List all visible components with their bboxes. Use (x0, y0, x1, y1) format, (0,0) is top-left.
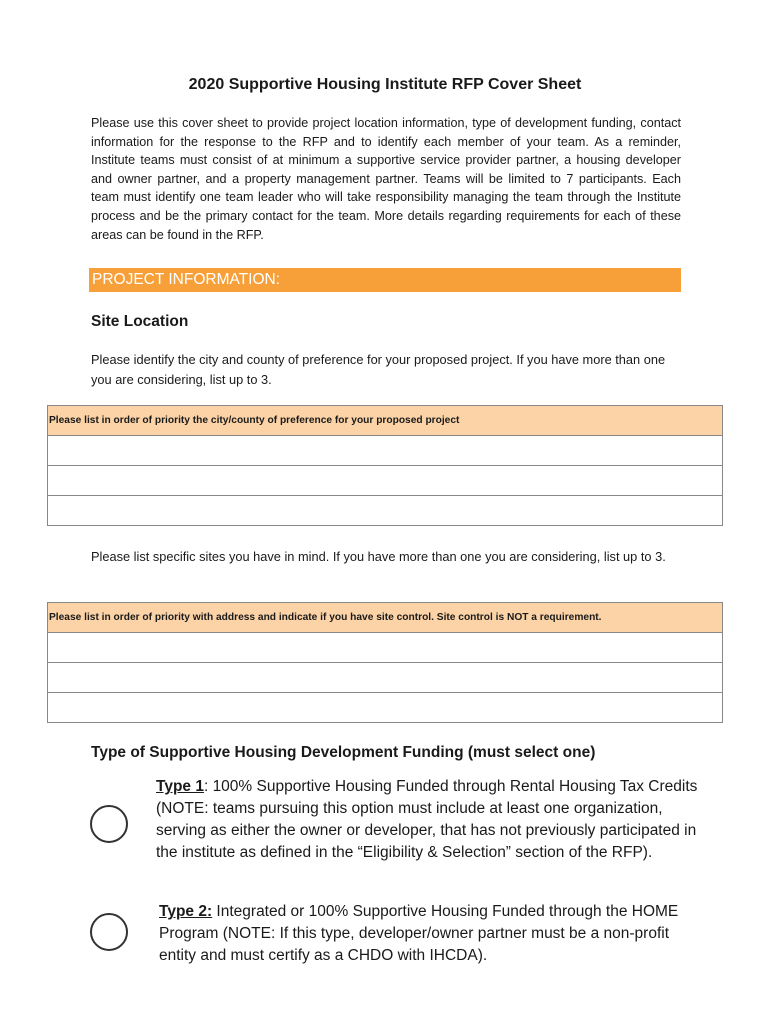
type-1-description: : 100% Supportive Housing Funded through Rental Housing Tax Credits (NOTE: teams pursuing this option must include at least one organization, serving as either the owner or developer, that has not previously participated in the institute as defined in the “Eligibility & Selection” section of the RFP). (156, 778, 698, 861)
city-county-entry-3[interactable] (48, 496, 723, 526)
specific-sites-table (47, 602, 723, 723)
city-county-entry-2[interactable] (48, 466, 723, 496)
type-2-description: Integrated or 100% Supportive Housing Funded through the HOME Program (NOTE: If this type, developer/owner partner must be a non-profit entity and must certify as a CHDO with IHCDA). (159, 903, 679, 964)
city-county-table-header: Please list in order of priority the city/county of preference for your proposed project (48, 406, 723, 436)
specific-site-entry-2[interactable] (48, 663, 723, 693)
specific-site-entry-3[interactable] (48, 693, 723, 723)
type-1-label: Type 1 (156, 778, 204, 795)
intro-paragraph: Please use this cover sheet to provide project location information, type of development funding, contact information for the response to the RFP and to identify each member of your team. As a reminder, Institute teams must consist of at minimum a supportive service provider partner, a housing developer and owner partner, and a property management partner. Teams will be limited to 7 participants. Each team must identify one team leader who will take responsibility managing the team through the Institute process and be the primary contact for the team. More details regarding requirements for each of these areas can be found in the RFP. (91, 116, 681, 242)
type-2-radio[interactable] (90, 913, 128, 951)
type-1-radio[interactable] (90, 805, 128, 843)
type-1-option (156, 776, 712, 864)
specific-site-entry-1[interactable] (48, 633, 723, 663)
site-location-heading: Site Location (91, 313, 189, 330)
type-2-label: Type 2: (159, 903, 213, 920)
type-2-option (159, 901, 699, 967)
site-location-instructions: Please identify the city and county of preference for your proposed project. If you have more than one you are considering, list up to 3. (91, 352, 666, 387)
city-county-table (47, 405, 723, 526)
section-header-project-information: PROJECT INFORMATION: (89, 268, 681, 292)
funding-type-heading: Type of Supportive Housing Development Funding (must select one) (91, 744, 596, 761)
specific-sites-table-header: Please list in order of priority with address and indicate if you have site control. Site control is NOT a requirement. (48, 603, 723, 633)
page-title: 2020 Supportive Housing Institute RFP Cover Sheet (188, 76, 582, 93)
specific-sites-instructions: Please list specific sites you have in mind. If you have more than one you are considering, list up to 3. (91, 549, 666, 564)
city-county-entry-1[interactable] (48, 436, 723, 466)
